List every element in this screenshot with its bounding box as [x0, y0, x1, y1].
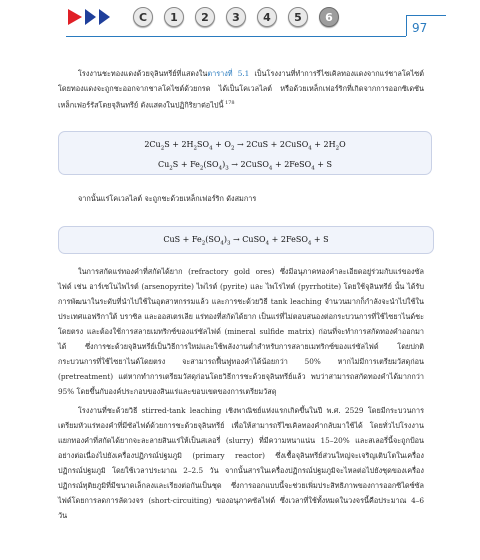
chapter-tab-2[interactable]: 2 [195, 7, 215, 27]
paragraph-intro-text-1: โรงงานชะทองแดงด้วยจุลินทรีย์ที่แสดงใน [78, 69, 208, 78]
chapter-tab-3[interactable]: 3 [226, 7, 246, 27]
transition-text: จากนั้นแร่โคเวลไลต์ จะถูกชะด้วยเหล็กเฟอร์ริก ดังสมการ [78, 194, 257, 203]
nav-arrows [68, 9, 110, 25]
chapter-tab-4[interactable]: 4 [257, 7, 277, 27]
paragraph-stirred-tank [58, 403, 424, 523]
equation-line-2: $Cu_2S + Fe_2(SO_4)_3$ → 2CuSO$_4$ + 2FeSO$_4$ + S [158, 159, 332, 172]
reference-number: 178 [223, 100, 235, 106]
chapter-tab-5[interactable]: 5 [288, 7, 308, 27]
paragraph-refractory-gold-text: ในการสกัดแร่ทองคำที่สกัดได้ยาก (refractory gold ores) ซึ่งมีอนุภาคทองคำละเอียดอยู่ร่วมกับแร่ของซัลไฟด์ เช่น อาร์เซโนไพไรต์ (arsenopyrite) ไพไรต์ (pyrite) และ ไพโรไทต์ (pyrrhotite) โดยใช้จุลินทรีย์ นั้น ได้รับการพัฒนาในระดับที่นำไปใช้ในอุตสาหกรรมแล้ว และการชะด้วยวิธี tank leaching จำนวนมากก็กำลังจะนำไปใช้ในประเทศแอฟริกาใต้ บราซิล และออสเตรเลีย แร่ทองที่สกัดได้ยาก เป็นแร่ที่ไม่ตอบสนองต่อกระบวนการที่ใช้ไซยาไนด์ชะโดยตรง และต้องใช้การสลายเมทริกซ์ของแร่ซัลไฟด์ (mineral sulfide matrix) ก่อนที่จะทำการสกัดทองคำออกมาได้ ซึ่งการชะด้วยจุลินทรีย์เป็นวิธีการใหม่และใช้พลังงานต่ำสำหรับการสลายเมทริกซ์ของแร่ซัลไฟด์ โดยปกติกระบวนการที่ใช้ไซยาไนด์โดยตรง จะสามารถฟื้นฟูทองคำได้น้อยกว่า 50% หากไม่มีการเตรียมวัสดุก่อน (pretreatment) แต่หากทำการเตรียมวัสดุก่อนโดยวิธีการชะด้วยจุลินทรีย์แล้ว พบว่าสามารถสกัดทองคำได้มากกว่า 95% โดยขึ้นกับองค์ประกอบของสินแร่และขอบเขตของการเตรียมวัสดุ [58, 267, 424, 396]
equation-line-1: $2Cu_2S + 2H_2SO_4 + O_2 \to 2CuS$ + 2CuSO$_4$ + $2H_2O$ [144, 140, 346, 152]
paragraph-stirred-tank-text: โรงงานที่ชะด้วยวิธี stirred-tank leaching เชิงพาณิชย์แห่งแรกเกิดขึ้นในปี พ.ศ. 2529 โดยมีกระบวนการเตรียมหัวแร่ทองคำที่มีซัลไฟด์ด้วยการชะด้วยจุลินทรีย์ เพื่อให้สามารถรีไซเคิลทองคำกลับมาใช้ได้ โดยทั่วไปโรงงานแยกทองคำที่สกัดได้ยากจะละลายสินแร่ให้เป็นสเลอรี่ (slurry) ที่มีความหนาแน่น 15–20% และสเลอรี่นี้จะถูกป้อนอย่างต่อเนื่องไปยังเครื่องปฏิกรณ์ปฐมภูมิ (primary reactor) ซึ่งเชื้อจุลินทรีย์ส่วนใหญ่จะเจริญเติบโตในเครื่องปฏิกรณ์ปฐมภูมิ โดยใช้เวลาประมาณ 2–2.5 วัน จากนั้นสารในเครื่องปฏิกรณ์ปฐมภูมิจะไหลต่อไปยังชุดของเครื่องปฏิกรณ์ทุติยภูมิที่มีขนาดเล็กลงและเรียงต่อกันเป็นชุด ซึ่งการออกแบบนี้จะช่วยเพิ่มประสิทธิภาพของการออกซิไดซ์ซัลไฟด์โดยการลดการลัดวงจร (short-circuiting) ของอนุภาคซัลไฟด์ ซึ่งเวลาที่ใช้ทั้งหมดในวงจรนี้คือประมาณ 4–6 วัน [58, 406, 424, 520]
next-arrow-icon-2[interactable] [99, 9, 110, 25]
paragraph-intro [58, 66, 424, 112]
equation-line-3: CuS + $Fe_2(SO_4)_3$ → CuSO$_4$ + 2FeSO$_4$ + S [163, 235, 329, 247]
chapter-tab-1[interactable]: 1 [164, 7, 184, 27]
table-link[interactable]: ตารางที่ 5.1 [207, 69, 250, 78]
chapter-tab-c[interactable]: C [133, 7, 153, 27]
paragraph-intro-text-2: เป็นโรงงานที่ทำการรีไซเคิลทองแดงจากแร่ชาลโคไซต์ โดยทองแดงจะถูกชะออกจากชาลโคไซต์ด้วยกรด ได้เป็นโคเวลไลต์ หรือด้วยเหล็กเฟอร์ริกที่เกิดจากการออกซิเดชันเหล็กเฟอร์รัสโดยจุลินทรีย์ ดังแสดงในปฏิกิริยาต่อไปนี้ [58, 69, 424, 110]
paragraph-refractory-gold [58, 264, 424, 399]
page-number: 97 [412, 21, 428, 35]
header-rule-vertical [406, 15, 407, 36]
previous-arrow-icon[interactable] [68, 9, 82, 25]
chapter-tab-6[interactable]: 6 [319, 7, 339, 27]
header-rule [66, 36, 406, 37]
chapter-tabs [133, 7, 339, 27]
paragraph-transition [58, 191, 424, 206]
header-rule-top [406, 15, 446, 16]
navigation-bar [0, 0, 480, 36]
equation-box-1 [58, 131, 432, 175]
equation-box-2 [58, 226, 434, 254]
next-arrow-icon[interactable] [85, 9, 96, 25]
